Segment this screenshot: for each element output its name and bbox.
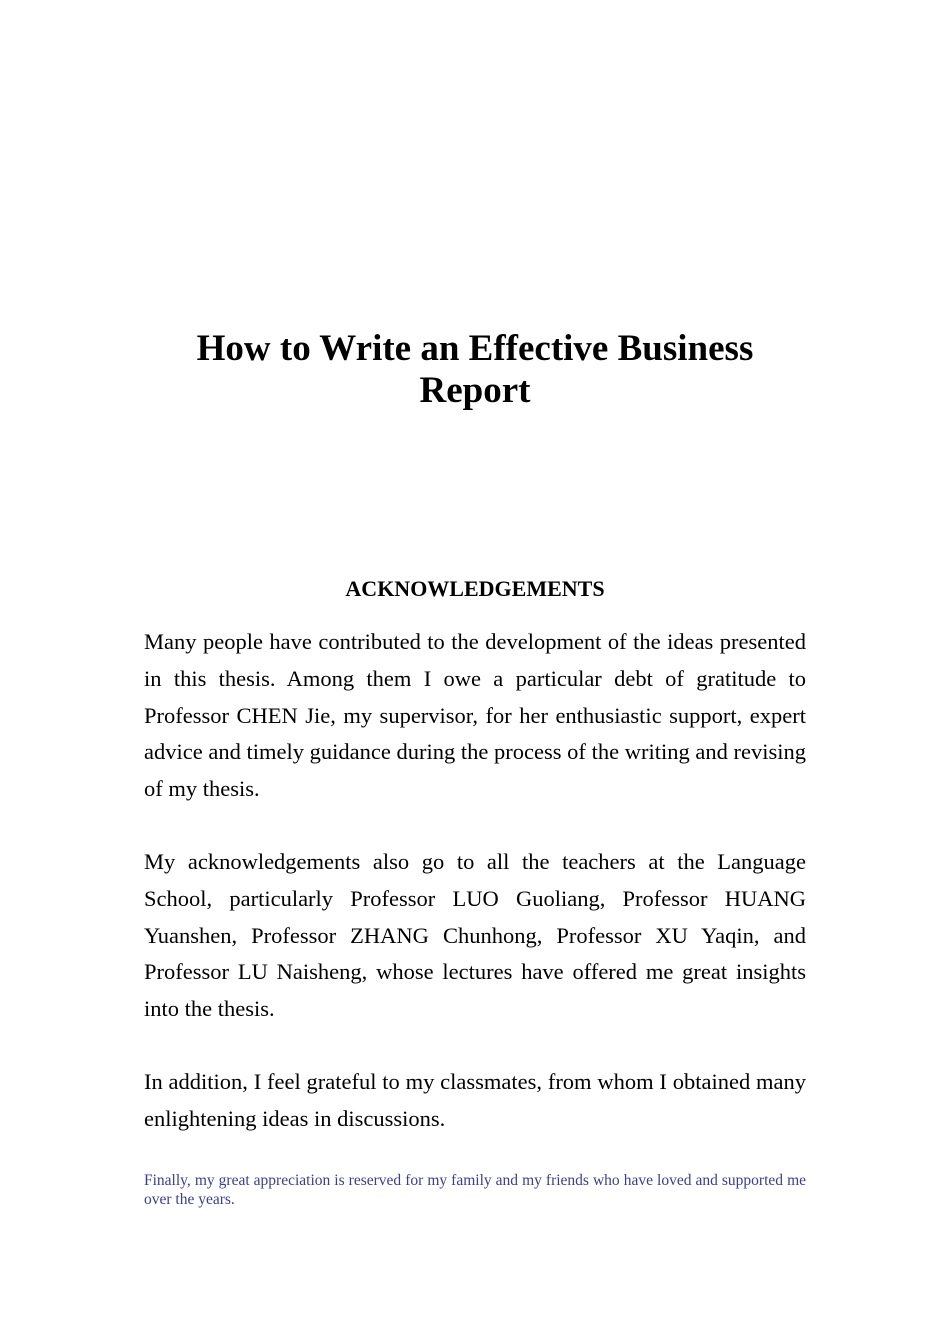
- paragraph-supervisor: Many people have contributed to the development of the ideas presented in this thesis. Among them I owe a particular debt of gratitude to Professor CHEN Jie, my supervisor, for her enthusiastic support, expert advice and timely guidance during the process of the writing and revising of my thesis.: [144, 629, 806, 802]
- paragraph-teachers: My acknowledgements also go to all the teachers at the Language School, particularly Professor LUO Guoliang, Professor HUANG Yuanshen, Professor ZHANG Chunhong, Professor XU Yaqin, and Professor LU Naisheng, whose lectures have offered me great insights into the thesis.: [144, 849, 806, 1022]
- paragraph-family: Finally, my great appreciation is reserved for my family and my friends who have loved and supported me over the years.: [144, 1172, 806, 1208]
- paragraph-classmates: In addition, I feel grateful to my classmates, from whom I obtained many enlightening ideas in discussions.: [144, 1069, 806, 1131]
- document-title: How to Write an Effective Business Report: [196, 328, 754, 411]
- acknowledgements-heading: ACKNOWLEDGEMENTS: [345, 576, 605, 601]
